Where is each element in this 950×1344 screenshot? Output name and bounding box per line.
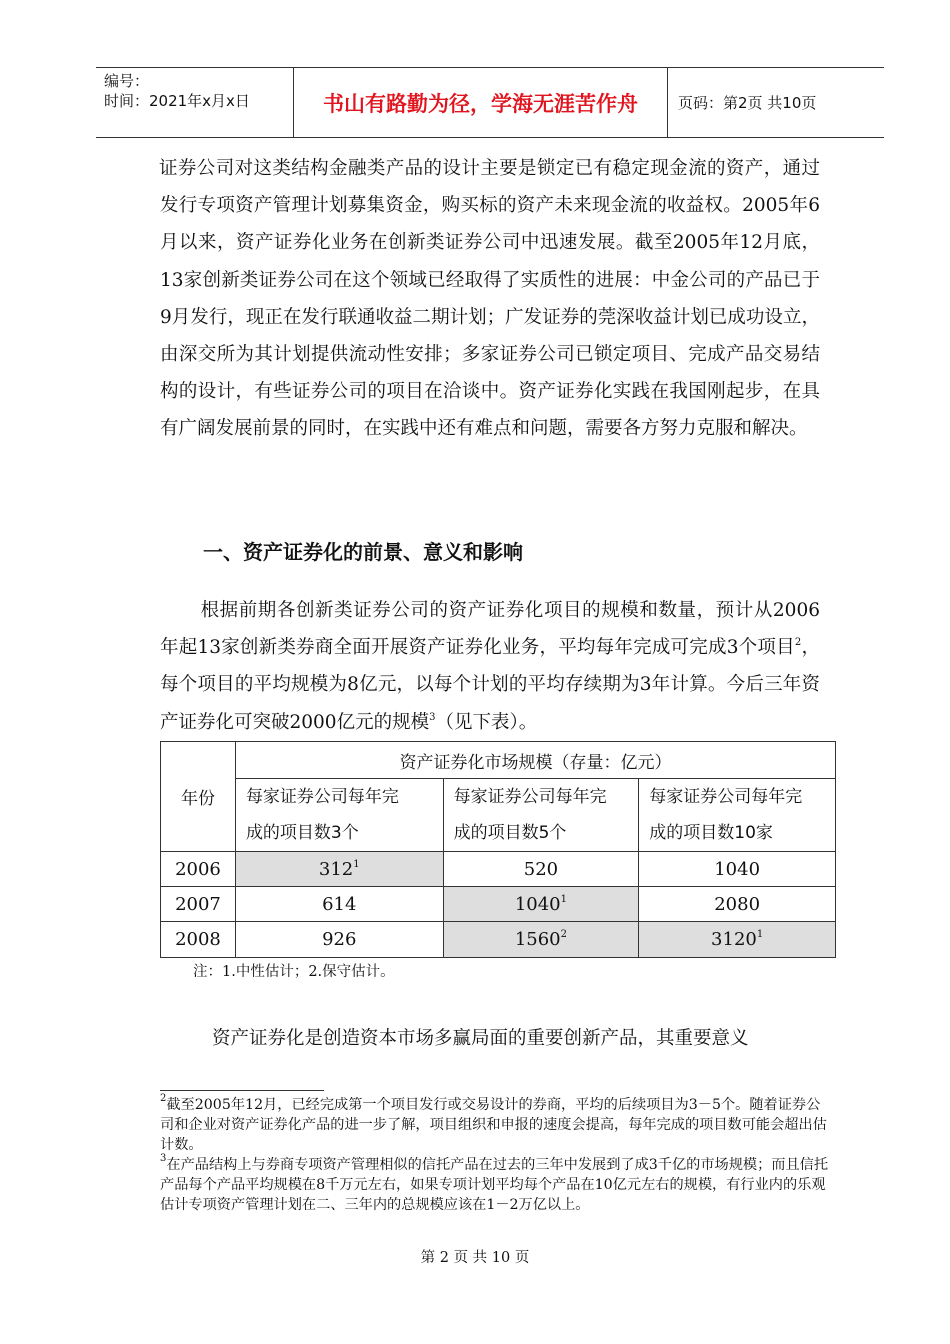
market-scale-table [160,741,836,958]
value-cell [639,922,836,958]
footnote-text: 在产品结构上与券商专项资产管理相似的信托产品在过去的三年中发展到了成3千亿的市场规模；而且信托产品每个产品平均规模在8千万元左右，如果专项计划平均每个产品在10亿元左右的规模，有行业内的乐观估计专项资产管理计划在二、三年内的总规模应该在1－2万亿以上。 [160,1157,829,1213]
value-text: 1040 [714,858,761,880]
column-header-10-projects [639,779,836,852]
footnote-2 [160,1095,830,1155]
value-cell [235,852,443,887]
table-row [161,922,836,958]
column-header-line: 每家证券公司每年完 [245,787,399,807]
page-header [96,67,884,138]
column-header-line: 成的项目数10家 [649,823,773,843]
value-text: 2080 [714,893,761,915]
value-cell [639,887,836,922]
estimate-mark: 1 [560,893,568,905]
year-cell: 2007 [161,887,236,922]
paragraph-2-text-a: 根据前期各创新类证券公司的资产证券化项目的规模和数量，预计从2006年起13家创新类券商全面开展资产证券化业务，平均每年完成可完成3个项目 [160,600,820,659]
column-header-line: 每家证券公司每年完 [453,787,607,807]
header-page-number: 页码：第2页 共10页 [678,94,817,112]
header-motto: 书山有路勤为径，学海无涯苦作舟 [294,68,668,137]
value-cell [443,922,639,958]
year-cell: 2008 [161,922,236,958]
column-header-line: 成的项目数5个 [453,823,567,843]
value-cell [443,852,639,887]
section-heading: 一、资产证券化的前景、意义和影响 [203,540,523,564]
header-number: 编号： [104,72,150,90]
table-note: 注：1.中性估计；2.保守估计。 [193,964,395,980]
header-date: 时间：2021年x月x日 [104,92,250,110]
value-text: 3120 [711,929,757,950]
value-text: 614 [322,893,357,915]
paragraph-3-text: 资产证券化是创造资本市场多赢局面的重要创新产品，其重要意义 [212,1028,749,1049]
column-header-5-projects [443,779,639,852]
footnote-ref-3[interactable]: 3 [429,711,436,723]
page-footer: 第 2 页 共 10 页 [420,1250,530,1266]
value-cell [443,887,639,922]
estimate-mark: 2 [560,929,568,940]
footnotes [160,1095,830,1215]
value-text: 926 [322,929,357,950]
table-row [161,852,836,887]
value-text: 312 [318,858,354,880]
footnote-text: 截至2005年12月，已经完成第一个项目发行或交易设计的券商，平均的后续项目为3－5个。随着证券公司和企业对资产证券化产品的进一步了解，项目组织和申报的速度会提高，每年完成的项目数可能会超出估计数。 [160,1097,827,1153]
year-header: 年份 [161,742,236,852]
footnote-mark: 3 [160,1153,167,1164]
paragraph-2-text-c: （见下表）。 [435,711,538,733]
column-header-3-projects [235,779,443,852]
value-text: 1560 [514,929,561,950]
table-row [161,887,836,922]
footnote-separator [160,1090,324,1091]
footnote-3 [160,1155,830,1215]
paragraph-2 [160,592,820,741]
column-header-line: 成的项目数3个 [245,823,359,843]
column-header-line: 每家证券公司每年完 [649,787,803,807]
footnote-ref-2[interactable]: 2 [794,637,802,649]
paragraph-1: 证券公司对这类结构金融类产品的设计主要是锁定已有稳定现金流的资产，通过发行专项资产管理计划募集资金，购买标的资产未来现金流的收益权。2005年6月以来，资产证券化业务在创新类证券公司中迅速发展。截至2005年12月底，13家创新类证券公司在这个领域已经取得了实质性的进展：中金公司的产品已于9月发行，现正在发行联通收益二期计划；广发证券的莞深收益计划已成功设立，由深交所为其计划提供流动性安排；多家证券公司已锁定项目、完成产品交易结构的设计，有些证券公司的项目在洽谈中。资产证券化实践在我国刚起步，在具有广阔发展前景的同时，在实践中还有难点和问题，需要各方努力克服和解决。 [159,158,820,440]
table-title: 资产证券化市场规模（存量：亿元） [235,742,835,779]
value-text: 520 [523,858,559,880]
value-text: 1040 [514,893,561,915]
estimate-mark: 1 [756,929,764,940]
value-cell [235,922,443,958]
paragraph-3 [160,1020,820,1057]
paragraph-2-text-b: ，每个项目的平均规模为8亿元，以每个计划的平均存续期为3年计算。今后三年资产证券化可突破2000亿元的规模 [160,637,820,733]
value-cell [639,852,836,887]
footnote-mark: 2 [160,1093,167,1104]
estimate-mark: 1 [353,858,360,870]
value-cell [235,887,443,922]
year-cell: 2006 [161,852,236,887]
header-meta [96,68,294,137]
